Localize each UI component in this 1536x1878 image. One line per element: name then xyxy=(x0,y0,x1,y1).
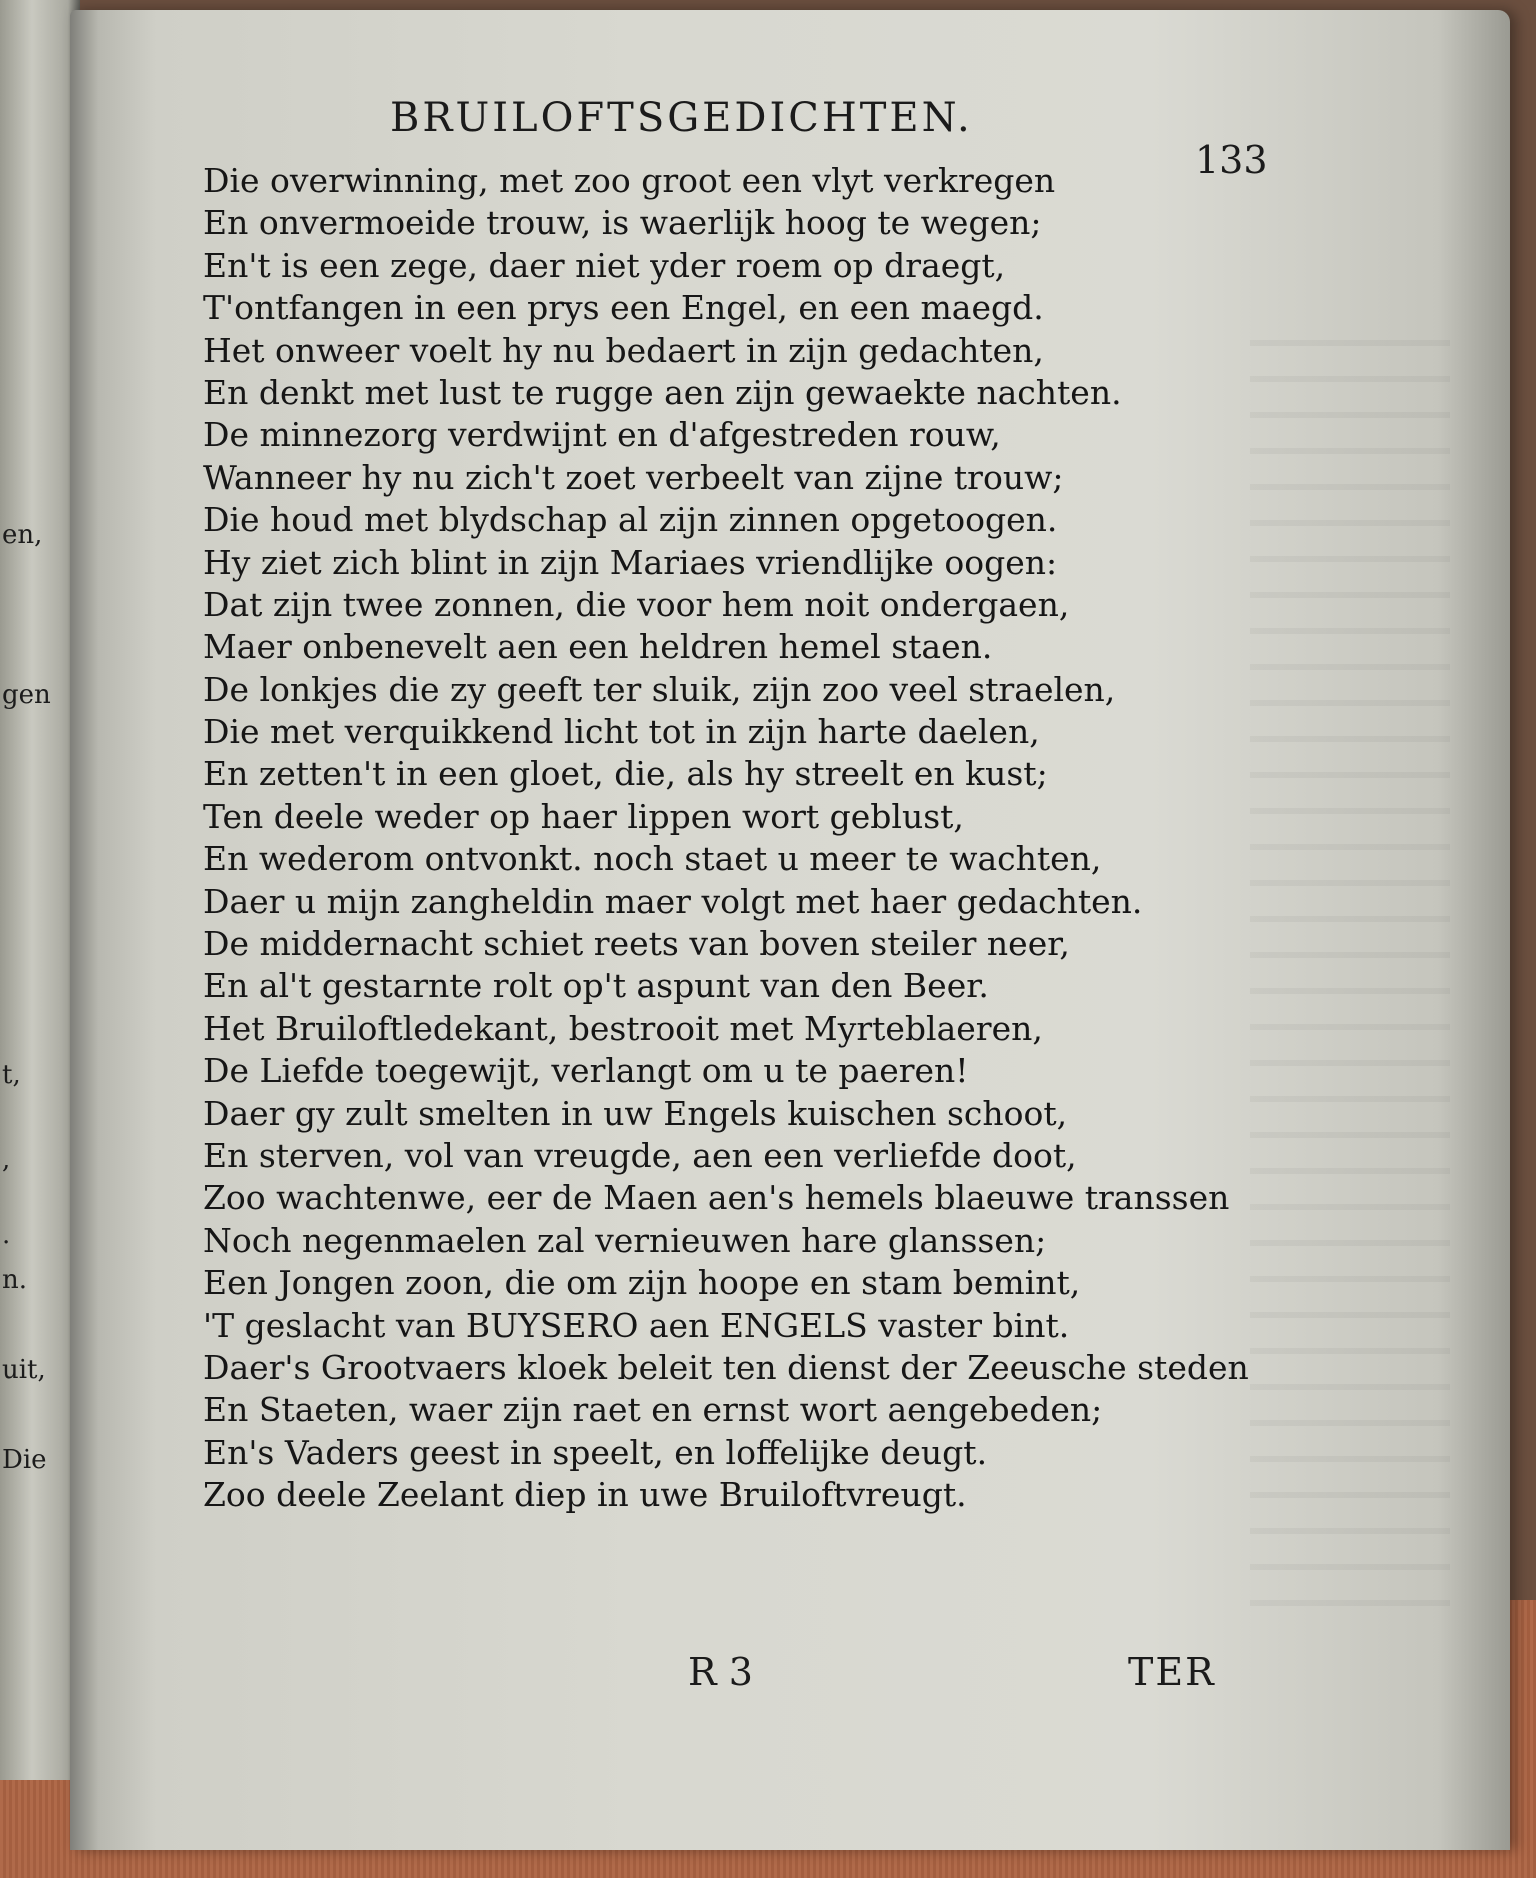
verse-line: 'T geslacht van BUYSERO aen ENGELS vaster bint. xyxy=(203,1305,1070,1345)
left-fragment: uit, xyxy=(2,1355,46,1385)
verse-line: Wanneer hy nu zich't zoet verbeelt van zijne trouw; xyxy=(203,457,1064,497)
verse-line: Zoo wachtenwe, eer de Maen aen's hemels blaeuwe transsen xyxy=(203,1178,1230,1218)
verse-line: De lonkjes die zy geeft ter sluik, zijn zoo veel straelen, xyxy=(203,669,1116,709)
verse-line: Maer onbenevelt aen een heldren hemel staen. xyxy=(203,627,993,667)
verse-line: Noch negenmaelen zal vernieuwen hare glanssen; xyxy=(203,1220,1047,1260)
verse-line: En sterven, vol van vreugde, aen een verliefde doot, xyxy=(203,1135,1077,1175)
verse-line: Daer's Grootvaers kloek beleit ten dienst der Zeeusche steden xyxy=(203,1347,1249,1387)
running-head: BRUILOFTSGEDICHTEN. xyxy=(390,95,973,141)
verse-line: Dat zijn twee zonnen, die voor hem noit ondergaen, xyxy=(203,584,1070,624)
verse-line: Die houd met blydschap al zijn zinnen opgetoogen. xyxy=(203,500,1058,540)
verse-line: En wederom ontvonkt. noch staet u meer te wachten, xyxy=(203,839,1102,879)
verse-line: Zoo deele Zeelant diep in uwe Bruiloftvreugt. xyxy=(203,1475,967,1515)
left-page-edge xyxy=(0,0,80,1780)
catchword: TER xyxy=(1128,1650,1216,1694)
left-fragment: n. xyxy=(2,1265,28,1295)
verse-line: Ten deele weder op haer lippen wort geblust, xyxy=(203,796,964,836)
page-number: 133 xyxy=(1195,138,1268,182)
verse-line: En denkt met lust te rugge aen zijn gewaekte nachten. xyxy=(203,372,1122,412)
book-page xyxy=(70,10,1510,1850)
verse-line: Het onweer voelt hy nu bedaert in zijn gedachten, xyxy=(203,330,1044,370)
left-fragment: gen xyxy=(2,680,51,710)
verse-line: Die overwinning, met zoo groot een vlyt verkregen xyxy=(203,161,1056,200)
left-fragment: Die xyxy=(2,1445,47,1475)
poem-verse xyxy=(203,160,1343,1517)
verse-line: En onvermoeide trouw, is waerlijk hoog te wegen; xyxy=(203,203,1042,243)
verse-line: Daer gy zult smelten in uw Engels kuischen schoot, xyxy=(203,1093,1068,1133)
left-fragment: , xyxy=(2,1145,11,1175)
verse-line: En Staeten, waer zijn raet en ernst wort aengebeden; xyxy=(203,1390,1103,1430)
verse-line: Daer u mijn zangheldin maer volgt met haer gedachten. xyxy=(203,881,1143,921)
verse-line: T'ontfangen in een prys een Engel, en een maegd. xyxy=(203,288,1044,328)
left-fragment: en, xyxy=(2,520,43,550)
verse-line: De middernacht schiet reets van boven steiler neer, xyxy=(203,924,1070,964)
verse-line: Die met verquikkend licht tot in zijn harte daelen, xyxy=(203,712,1040,752)
verse-line: En al't gestarnte rolt op't aspunt van den Beer. xyxy=(203,966,989,1006)
verse-line: De Liefde toegewijt, verlangt om u te paeren! xyxy=(203,1051,969,1091)
left-fragment: . xyxy=(2,1220,11,1250)
verse-line: En't is een zege, daer niet yder roem op draegt, xyxy=(203,245,1006,285)
verse-line: En zetten't in een gloet, die, als hy streelt en kust; xyxy=(203,754,1048,794)
verse-line: Het Bruiloftledekant, bestrooit met Myrteblaeren, xyxy=(203,1008,1043,1048)
verse-line: En's Vaders geest in speelt, en loffelijke deugt. xyxy=(203,1432,988,1472)
left-fragment: t, xyxy=(2,1060,21,1090)
signature-mark: R 3 xyxy=(688,1650,753,1694)
verse-line: Hy ziet zich blint in zijn Mariaes vriendlijke oogen: xyxy=(203,542,1058,582)
verse-line: Een Jongen zoon, die om zijn hoope en stam bemint, xyxy=(203,1263,1081,1303)
verse-line: De minnezorg verdwijnt en d'afgestreden rouw, xyxy=(203,415,1001,455)
